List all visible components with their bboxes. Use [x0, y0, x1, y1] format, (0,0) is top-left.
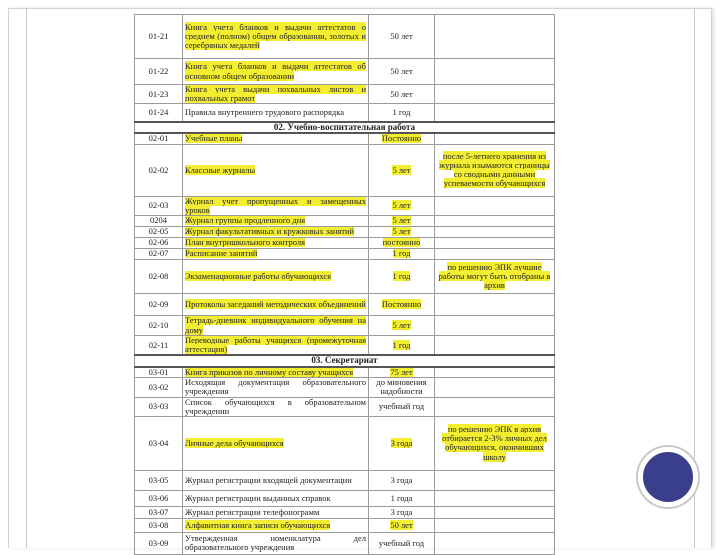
cell-name: [183, 260, 369, 294]
cell-code: [135, 416, 183, 470]
table-row: [135, 260, 555, 294]
cell-term: [369, 59, 435, 85]
cell-term: [369, 238, 435, 249]
code-text: 03-06: [148, 492, 169, 503]
cell-note: [435, 397, 555, 416]
table-row: [135, 144, 555, 196]
cell-name: [183, 416, 369, 470]
cell-term: [369, 144, 435, 196]
cell-name: [183, 85, 369, 104]
cell-term: [369, 85, 435, 104]
cell-name: [183, 133, 369, 144]
table-row: [135, 227, 555, 238]
term-text: 3 года: [390, 506, 413, 517]
cell-name: [183, 227, 369, 238]
cell-note: [435, 216, 555, 227]
name-text: Утвержденная номенклатура дел образовательного учреждения: [185, 533, 366, 553]
cell-code: [135, 104, 183, 122]
cell-note: [435, 316, 555, 336]
cell-name: [183, 249, 369, 260]
code-text: 01-21: [148, 30, 169, 41]
table-row: [135, 133, 555, 144]
code-text: 02-10: [148, 319, 169, 330]
cell-name: [183, 196, 369, 215]
term-text: учебный год: [378, 401, 425, 412]
cell-note: [435, 59, 555, 85]
table-row: [135, 470, 555, 490]
note-text: по решению ЭПК лучшие работы могут быть отобраны в архив: [438, 261, 551, 291]
term-text: 1 год: [392, 248, 411, 259]
table-row: [135, 367, 555, 378]
table-row: [135, 397, 555, 416]
cell-name: [183, 104, 369, 122]
cell-name: [183, 518, 369, 532]
name-text: Экзаменационные работы обучающихся: [185, 270, 332, 281]
section-title: 02. Учебно-воспитательная работа: [135, 122, 555, 133]
name-text: Протоколы заседаний методических объединений: [185, 298, 366, 309]
cell-note: [435, 227, 555, 238]
cell-name: [183, 216, 369, 227]
cell-term: [369, 518, 435, 532]
name-text: Журнал регистрации входящей документации: [185, 474, 352, 485]
table-row: [135, 249, 555, 260]
cell-name: [183, 378, 369, 397]
table-row: [135, 506, 555, 518]
cell-name: [183, 316, 369, 336]
cell-note: [435, 367, 555, 378]
cell-name: [183, 238, 369, 249]
cell-code: [135, 316, 183, 336]
term-text: 5 лет: [392, 215, 411, 226]
cell-code: [135, 196, 183, 215]
term-text: учебный год: [378, 537, 425, 548]
term-text: 3 года: [390, 474, 413, 485]
cell-note: [435, 490, 555, 506]
term-text: 1 год: [392, 270, 411, 281]
name-text: Учебные планы: [185, 133, 243, 144]
cell-name: [183, 397, 369, 416]
name-text: Исходящая документация образовательного учреждения: [185, 377, 366, 397]
table-row: [135, 416, 555, 470]
table-row: [135, 15, 555, 59]
cell-term: [369, 316, 435, 336]
name-text: Журнал учет пропущенных и замещенных уроков: [185, 196, 366, 215]
term-text: 5 лет: [392, 226, 411, 237]
table-row: [135, 85, 555, 104]
term-text: 5 лет: [392, 164, 411, 175]
name-text: Книга учета бланков и выдачи аттестатов об основном общем образовании: [185, 61, 366, 81]
cell-term: [369, 133, 435, 144]
section-header: [135, 355, 555, 366]
cell-code: [135, 506, 183, 518]
cell-term: [369, 294, 435, 316]
cell-term: [369, 397, 435, 416]
table-row: [135, 518, 555, 532]
slide-margin-line-left: [26, 8, 27, 548]
term-text: постоянно: [382, 237, 421, 248]
code-text: 02-11: [148, 339, 169, 350]
cell-code: [135, 85, 183, 104]
table-row: [135, 378, 555, 397]
name-text: Журнал факультативных и кружковых занятий: [185, 226, 355, 237]
cell-term: [369, 378, 435, 397]
term-text: Постоянно: [381, 298, 422, 309]
table-row: [135, 196, 555, 215]
name-text: Книга учета выдачи похвальных листов и похвальных грамот: [185, 84, 366, 104]
cell-note: [435, 532, 555, 554]
table-row: [135, 490, 555, 506]
cell-note: [435, 249, 555, 260]
code-text: 03-01: [148, 366, 169, 377]
cell-term: [369, 336, 435, 356]
code-text: 03-02: [148, 381, 169, 392]
name-text: Журнал группы продленного дня: [185, 215, 306, 226]
cell-code: [135, 470, 183, 490]
cell-term: [369, 506, 435, 518]
code-text: 0204: [150, 215, 167, 226]
cell-code: [135, 378, 183, 397]
cell-note: [435, 470, 555, 490]
code-text: 02-01: [148, 133, 169, 144]
table-row: [135, 104, 555, 122]
cell-code: [135, 490, 183, 506]
cell-code: [135, 238, 183, 249]
term-text: 5 лет: [392, 200, 411, 211]
name-text: Классные журналы: [185, 164, 256, 175]
section-title: 03. Секретариат: [135, 355, 555, 366]
note-text: после 5-летнего хранения из журнала изымаются страницы со сводными данными успеваемости обучающихся: [439, 150, 550, 189]
cell-term: [369, 216, 435, 227]
cell-term: [369, 15, 435, 59]
term-text: 50 лет: [390, 65, 413, 76]
code-text: 03-05: [148, 474, 169, 485]
name-text: Расписание занятий: [185, 248, 258, 259]
term-text: Постоянно: [381, 133, 422, 144]
cell-term: [369, 227, 435, 238]
cell-note: [435, 196, 555, 215]
term-text: 1 год: [392, 339, 411, 350]
cell-term: [369, 104, 435, 122]
section-header: [135, 122, 555, 133]
cell-name: [183, 59, 369, 85]
cell-term: [369, 416, 435, 470]
code-text: 03-09: [148, 537, 169, 548]
name-text: Журнал регистрации телефонограмм: [185, 506, 320, 517]
cell-code: [135, 260, 183, 294]
note-text: по решению ЭПК в архив отбирается 2-3% личных дел обучающихся, окончивших школу: [442, 424, 547, 462]
code-text: 01-23: [148, 88, 169, 99]
code-text: 01-22: [148, 65, 169, 76]
code-text: 02-02: [148, 164, 169, 175]
table-row: [135, 532, 555, 554]
cell-term: [369, 367, 435, 378]
cell-term: [369, 470, 435, 490]
table-row: [135, 216, 555, 227]
table-row: [135, 59, 555, 85]
code-text: 02-03: [148, 200, 169, 211]
cell-term: [369, 532, 435, 554]
name-text: Тетрадь-дневник индивидуального обучения на дому: [185, 315, 366, 335]
term-text: 5 лет: [392, 319, 411, 330]
cell-code: [135, 133, 183, 144]
cell-term: [369, 249, 435, 260]
name-text: Книга учета бланков и выдачи аттестатов о среднем (полном) общем образовании, золотых и серебряных медалей: [185, 21, 366, 51]
slide-decoration-circle: [638, 447, 698, 507]
term-text: до миновения надобности: [376, 377, 427, 397]
nomenclature-table: [134, 14, 555, 555]
name-text: Правила внутреннего трудового распорядка: [185, 107, 344, 118]
cell-term: [369, 196, 435, 215]
cell-note: [435, 238, 555, 249]
cell-name: [183, 532, 369, 554]
cell-code: [135, 367, 183, 378]
name-text: Алфавитная книга записи обучающихся: [185, 519, 331, 530]
term-text: 3 года: [390, 437, 413, 448]
cell-name: [183, 367, 369, 378]
cell-name: [183, 15, 369, 59]
term-text: 75 лет: [390, 366, 413, 377]
table-row: [135, 316, 555, 336]
code-text: 02-08: [148, 270, 169, 281]
cell-name: [183, 506, 369, 518]
cell-note: [435, 506, 555, 518]
name-text: План внутришкольного контроля: [185, 237, 306, 248]
cell-code: [135, 227, 183, 238]
name-text: Журнал регистрации выданных справок: [185, 492, 331, 503]
cell-note: [435, 144, 555, 196]
cell-note: [435, 294, 555, 316]
term-text: 1 года: [390, 492, 413, 503]
code-text: 03-07: [148, 506, 169, 517]
name-text: Личные дела обучающихся: [185, 437, 284, 448]
cell-note: [435, 416, 555, 470]
cell-name: [183, 144, 369, 196]
code-text: 03-03: [148, 401, 169, 412]
cell-code: [135, 216, 183, 227]
cell-note: [435, 518, 555, 532]
table-row: [135, 294, 555, 316]
code-text: 03-08: [148, 519, 169, 530]
name-text: Список обучающихся в образовательном учреждении: [185, 397, 366, 416]
name-text: Переводные работы учащихся (промежуточная аттестация): [185, 335, 366, 355]
cell-code: [135, 15, 183, 59]
code-text: 02-06: [148, 237, 169, 248]
cell-note: [435, 104, 555, 122]
cell-name: [183, 294, 369, 316]
table-row: [135, 336, 555, 356]
cell-note: [435, 378, 555, 397]
cell-note: [435, 336, 555, 356]
name-text: Книга приказов по личному составу учащихся: [185, 366, 354, 377]
cell-note: [435, 260, 555, 294]
cell-code: [135, 249, 183, 260]
cell-term: [369, 490, 435, 506]
term-text: 50 лет: [390, 88, 413, 99]
term-text: 50 лет: [390, 30, 413, 41]
cell-code: [135, 518, 183, 532]
cell-code: [135, 59, 183, 85]
cell-code: [135, 294, 183, 316]
code-text: 02-09: [148, 298, 169, 309]
code-text: 01-24: [148, 107, 169, 118]
cell-code: [135, 144, 183, 196]
code-text: 02-07: [148, 248, 169, 259]
cell-code: [135, 397, 183, 416]
term-text: 50 лет: [390, 519, 413, 530]
cell-note: [435, 15, 555, 59]
cell-code: [135, 336, 183, 356]
code-text: 02-05: [148, 226, 169, 237]
cell-name: [183, 336, 369, 356]
cell-name: [183, 490, 369, 506]
cell-note: [435, 85, 555, 104]
cell-name: [183, 470, 369, 490]
term-text: 1 год: [392, 107, 411, 118]
table-row: [135, 238, 555, 249]
cell-note: [435, 133, 555, 144]
code-text: 03-04: [148, 437, 169, 448]
cell-term: [369, 260, 435, 294]
cell-code: [135, 532, 183, 554]
